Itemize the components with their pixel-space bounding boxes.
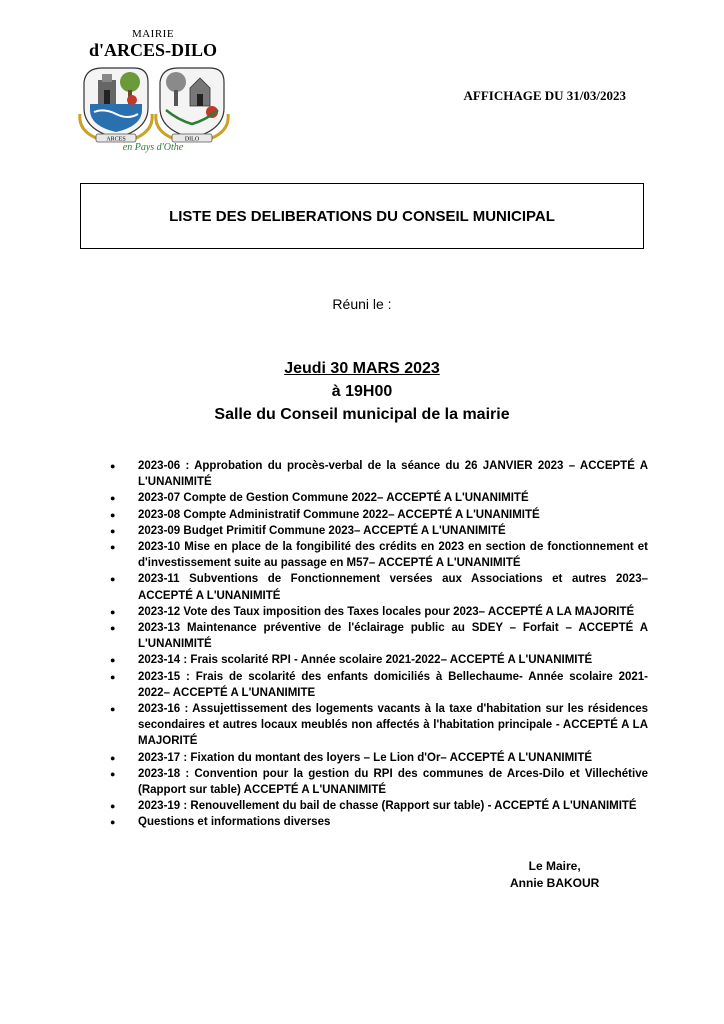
signature-name: Annie BAKOUR xyxy=(510,876,600,890)
deliberation-item: ● 2023-06 : Approbation du procès-verbal de la séance du 26 JANVIER 2023 – ACCEPTÉ A L'UNANIMITÉ xyxy=(110,458,648,490)
dilo-label: DILO xyxy=(184,136,200,143)
dilo-coat-of-arms-icon xyxy=(156,68,228,143)
signature-role: Le Maire, xyxy=(528,859,581,873)
deliberation-item: ● 2023-15 : Frais de scolarité des enfants domiciliés à Bellechaume- Année scolaire 2021-2022– ACCEPTÉ A L'UNANIMITE xyxy=(110,669,648,701)
arces-coat-of-arms-icon xyxy=(80,68,152,143)
coats-of-arms xyxy=(76,64,230,144)
deliberation-item: ● 2023-08 Compte Administratif Commune 2022– ACCEPTÉ A L'UNANIMITÉ xyxy=(110,507,648,523)
arces-label: ARCES xyxy=(106,136,126,143)
deliberation-item: ● 2023-18 : Convention pour la gestion du RPI des communes de Arces-Dilo et Villechétive (Rapport sur table) ACCEPTÉ A L'UNANIMITÉ xyxy=(110,766,648,798)
meeting-time: à 19H00 xyxy=(331,383,393,400)
deliberation-item: ● 2023-17 : Fixation du montant des loyers – Le Lion d'Or– ACCEPTÉ A L'UNANIMITÉ xyxy=(110,750,648,766)
logo-tagline: en Pays d'Othe xyxy=(122,142,184,153)
logo-mairie-text: MAIRIE xyxy=(131,28,175,40)
mairie-logo xyxy=(64,26,242,162)
title-box xyxy=(80,183,644,249)
deliberation-item: ● 2023-07 Compte de Gestion Commune 2022– ACCEPTÉ A L'UNANIMITÉ xyxy=(110,490,648,506)
meeting-place: Salle du Conseil municipal de la mairie xyxy=(214,406,510,423)
deliberation-item: ● 2023-19 : Renouvellement du bail de chasse (Rapport sur table) - ACCEPTÉ A L'UNANIMITÉ xyxy=(110,798,648,814)
signature-block xyxy=(510,858,599,892)
deliberation-item: ● 2023-14 : Frais scolarité RPI - Année scolaire 2021-2022– ACCEPTÉ A L'UNANIMITÉ xyxy=(110,652,648,668)
meeting-date: Jeudi 30 MARS 2023 xyxy=(284,360,440,377)
deliberation-item: ● 2023-11 Subventions de Fonctionnement versées aux Associations et autres 2023– ACCEPTÉ A L'UNANIMITÉ xyxy=(110,571,648,603)
deliberation-item: ● 2023-16 : Assujettissement des logements vacants à la taxe d'habitation sur les résidences secondaires et autres locaux meublés non affectés à l'habitation principale - ACCEPTÉ A LA MAJORITÉ xyxy=(110,701,648,750)
deliberation-item: ● Questions et informations diverses xyxy=(110,814,648,830)
deliberations-list xyxy=(110,458,648,831)
logo-commune-name: d'ARCES-DILO xyxy=(88,40,218,60)
deliberation-item: ● 2023-12 Vote des Taux imposition des Taxes locales pour 2023– ACCEPTÉ A LA MAJORITÉ xyxy=(110,604,648,620)
deliberation-item: ● 2023-09 Budget Primitif Commune 2023– ACCEPTÉ A L'UNANIMITÉ xyxy=(110,523,648,539)
deliberation-item: ● 2023-10 Mise en place de la fongibilité des crédits en 2023 en section de fonctionnement et d'investissement suite au passage en M57– ACCEPTÉ A L'UNANIMITÉ xyxy=(110,539,648,571)
deliberation-item: ● 2023-13 Maintenance préventive de l'éclairage public au SDEY – Forfait – ACCEPTÉ A L'UNANIMITÉ xyxy=(110,620,648,652)
page-title: LISTE DES DELIBERATIONS DU CONSEIL MUNICIPAL xyxy=(169,207,555,225)
reuni-label: Réuni le : xyxy=(332,296,392,312)
affichage-date: AFFICHAGE DU 31/03/2023 xyxy=(463,88,626,103)
